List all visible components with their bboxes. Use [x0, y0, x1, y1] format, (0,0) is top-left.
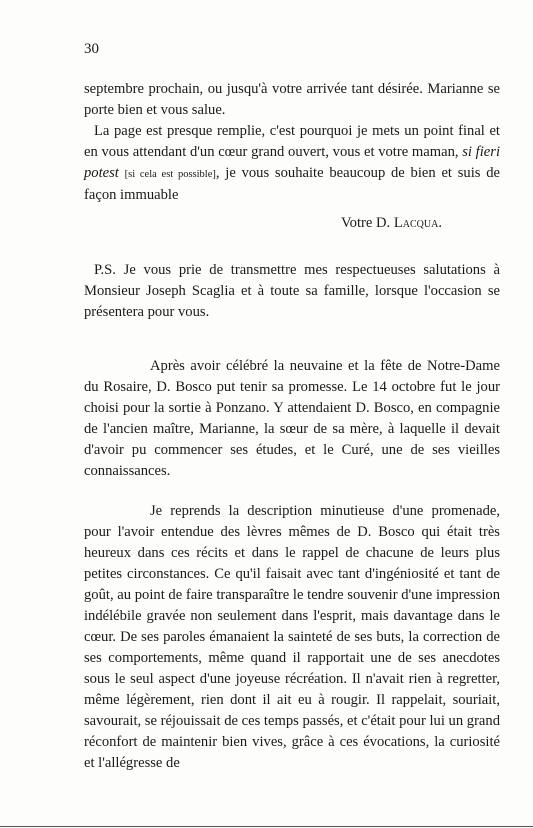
letter-final-text: La page est presque remplie, c'est pourquoi je mets un point final et en vous attendant d'un cœur grand ouvert, vous et votre maman, [84, 123, 500, 160]
translation-note: [si cela est possible] [124, 169, 216, 180]
signature-prefix: Votre D. [341, 215, 394, 231]
signature [341, 215, 442, 232]
page-bottom-edge [0, 826, 533, 827]
page-number: 30 [84, 41, 99, 57]
narrative-paragraph-1: Après avoir célébré la neuvaine et la fête de Notre-Dame du Rosaire, D. Bosco put tenir sa promesse. Le 14 octobre fut le jour choisi pour la sortie à Ponzano. Y attendaient D. Bosco, en compagnie de l'ancien maître, Marianne, la sœur de sa mère, à laquelle il devait d'avoir pu commencer ses études, et le Curé, une de ses vieilles connaissances. [84, 358, 500, 479]
letter-final-paragraph [84, 121, 500, 206]
latin-phrase: si fieri potest [84, 144, 501, 181]
letter-closing [84, 79, 500, 206]
letter-final-text-end: , je vous souhaite beaucoup de bien et suis de façon immuable [84, 165, 500, 203]
narrative [84, 356, 500, 774]
signature-name: Lacqua. [393, 215, 442, 231]
letter-line: septembre prochain, ou jusqu'à votre arrivée tant désirée. Marianne se porte bien et vous salue. [84, 81, 500, 118]
narrative-paragraph-2: Je reprends la description minutieuse d'une promenade, pour l'avoir entendue des lèvres mêmes de D. Bosco qui était très heureux dans ces récits et dans le rappel de chacune de leurs plus petites circonstances. Ce qu'il faisait avec tant d'ingéniosité et tant de goût, au point de faire transparaître le tendre souvenir d'une impression indélébile gravée non seulement dans l'esprit, mais davantage dans le cœur. De ses paroles émanaient la sainteté de ses buts, la correction de ses comportements, même quand il rapportait une de ses anecdotes sous le seul aspect d'une joyeuse récréation. Il n'avait rien à regretter, même légèrement, rien dont il ait eu à rougir. Il rappelait, souriait, savourait, se réjouissait de ces temps passés, et c'était pour lui un grand réconfort de maintenir bien vives, grâce à ces évocations, la curiosité et l'allégresse de [84, 503, 501, 771]
postscript-text: P.S. Je vous prie de transmettre mes respectueuses salutations à Monsieur Joseph Scaglia et à toute sa famille, lorsque l'occasion se présentera pour vous. [84, 262, 500, 320]
postscript [84, 260, 500, 323]
